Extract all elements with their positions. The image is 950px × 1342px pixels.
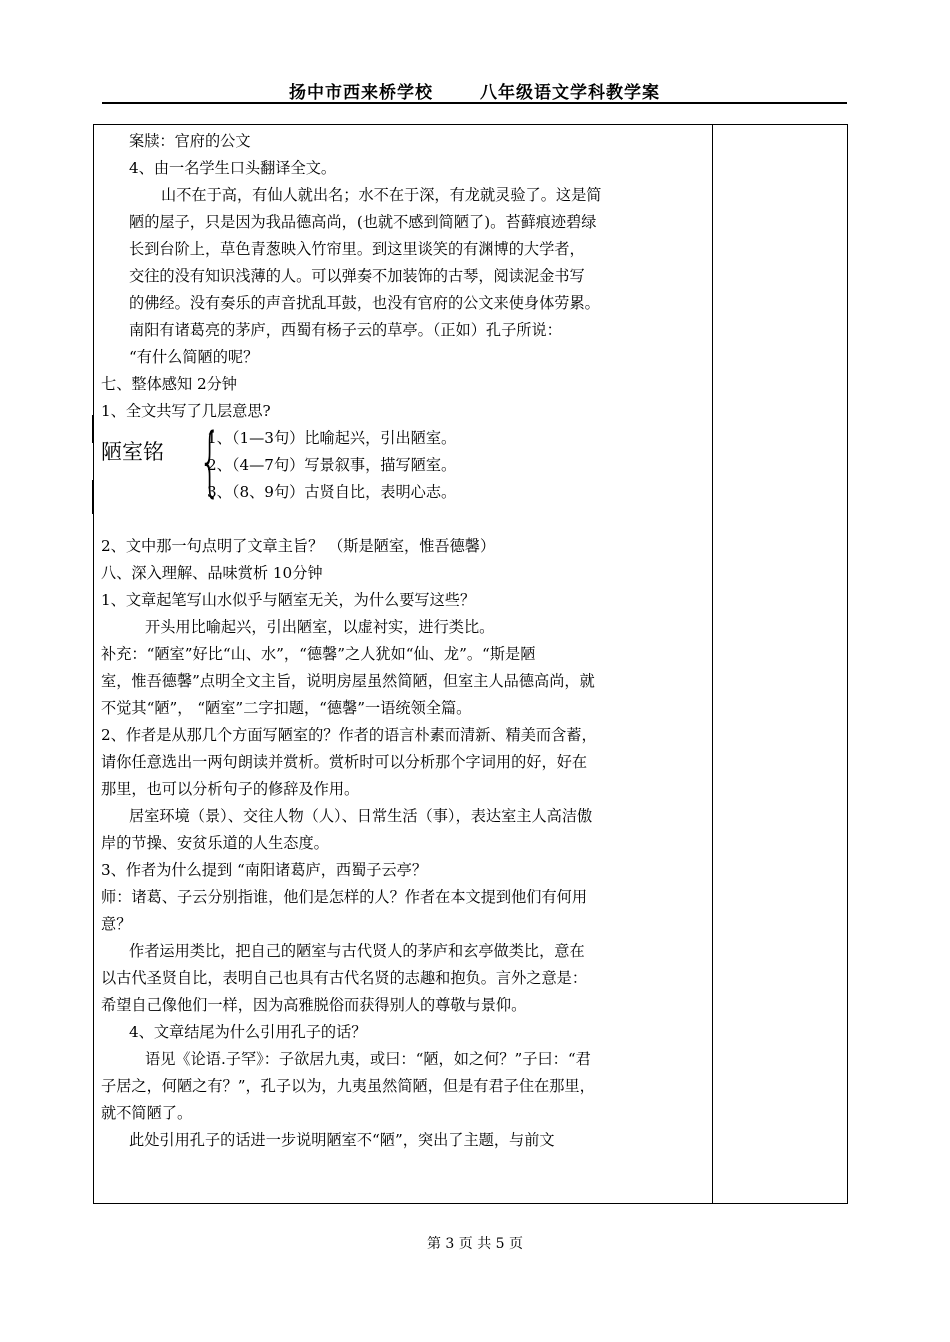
brace-symbol: {	[199, 416, 221, 505]
text-block-bottom	[101, 533, 711, 1154]
text-line: 意？	[101, 915, 132, 933]
text-line: 开头用比喻起兴，引出陋室，以虚衬实，进行类比。	[145, 618, 495, 636]
text-line: 作者运用类比，把自己的陋室与古代贤人的茅庐和玄亭做类比，意在	[129, 942, 585, 960]
text-line: 长到台阶上，草色青葱映入竹帘里。到这里谈笑的有渊博的大学者，	[129, 240, 585, 258]
structure-items	[207, 425, 456, 506]
text-line: 案牍：官府的公文	[129, 132, 251, 150]
text-line: “有什么简陋的呢？	[129, 348, 259, 366]
text-line: 子居之，何陋之有？”，孔子以为，九夷虽然简陋，但是有君子住在那里，	[101, 1077, 595, 1095]
text-line: 以古代圣贤自比，表明自己也具有古代名贤的志趣和抱负。言外之意是：	[101, 969, 587, 987]
text-line: 山不在于高，有仙人就出名；水不在于深，有龙就灵验了。这是简	[161, 186, 602, 204]
table-column-divider	[712, 124, 713, 1204]
text-line: 此处引用孔子的话进一步说明陋室不“陋”，突出了主题，与前文	[129, 1131, 555, 1149]
text-line: 语见《论语.子罕》：子欲居九夷，或曰：“陋，如之何？”子曰：“君	[145, 1050, 591, 1068]
text-line: 居室环境（景）、交往人物（人）、日常生活（事），表达室主人高洁傲	[129, 807, 593, 825]
text-line: 1、全文共写了几层意思?	[101, 402, 271, 420]
structure-title: 陋室铭	[101, 440, 164, 464]
text-line: 八、深入理解、品味赏析 10分钟	[101, 564, 323, 582]
text-line: 师：诸葛、子云分别指谁，他们是怎样的人？作者在本文提到他们有何用	[101, 888, 587, 906]
structure-diagram	[101, 416, 711, 506]
text-line: 补充：“陋室”好比“山、水”，“德馨”之人犹如“仙、龙”。“斯是陋	[101, 645, 536, 663]
text-line: 的佛经。没有奏乐的声音扰乱耳鼓，也没有官府的公文来使身体劳累。	[129, 294, 600, 312]
text-block-top	[101, 128, 711, 425]
structure-item: 3、（8、9句）古贤自比，表明心志。	[207, 483, 457, 501]
text-line: 4、文章结尾为什么引用孔子的话？	[129, 1023, 367, 1041]
text-line: 2、文中那一句点明了文章主旨？ （斯是陋室，惟吾德馨）	[101, 537, 496, 555]
structure-item: 2、（4—7句）写景叙事，描写陋室。	[207, 456, 457, 474]
text-line: 南阳有诸葛亮的茅庐，西蜀有杨子云的草亭。（正如）孔子所说：	[129, 321, 562, 339]
text-line: 3、作者为什么提到 “南阳诸葛庐，西蜀子云亭？	[101, 861, 428, 879]
text-line: 4、由一名学生口头翻译全文。	[129, 159, 337, 177]
page-number: 第 3 页 共 5 页	[426, 1236, 524, 1252]
text-line: 就不简陋了。	[101, 1104, 193, 1122]
text-line: 那里，也可以分析句子的修辞及作用。	[101, 780, 360, 798]
text-line: 不觉其“陋”， “陋室”二字扣题，“德馨”一语统领全篇。	[101, 699, 472, 717]
spacer	[101, 506, 711, 533]
text-line: 交往的没有知识浅薄的人。可以弹奏不加装饰的古琴，阅读泥金书写	[129, 267, 585, 285]
text-line: 七、整体感知 2分钟	[101, 375, 237, 393]
text-line: 希望自己像他们一样，因为高雅脱俗而获得别人的尊敬与景仰。	[101, 996, 527, 1014]
text-line: 室，惟吾德馨”点明全文主旨，说明房屋虽然简陋，但室主人品德高尚，就	[101, 672, 595, 690]
margin-line	[92, 480, 93, 514]
text-line: 2、作者是从那几个方面写陋室的？作者的语言朴素而清新、精美而含蓄，	[101, 726, 597, 744]
text-line: 陋的屋子，只是因为我品德高尚，(也就不感到简陋了)。苔藓痕迹碧绿	[129, 213, 597, 231]
lesson-content	[101, 128, 711, 1154]
text-line: 1、文章起笔写山水似乎与陋室无关，为什么要写这些？	[101, 591, 476, 609]
text-line: 请你任意选出一两句朗读并赏析。赏析时可以分析那个字词用的好，好在	[101, 753, 587, 771]
text-line: 岸的节操、安贫乐道的人生态度。	[101, 834, 329, 852]
subject-title: 八年级语文学科教学案	[479, 83, 660, 103]
margin-line	[92, 415, 93, 443]
structure-item: 1、（1—3句）比喻起兴，引出陋室。	[207, 429, 457, 447]
page-header	[102, 78, 847, 104]
school-name: 扬中市西来桥学校	[289, 83, 434, 103]
